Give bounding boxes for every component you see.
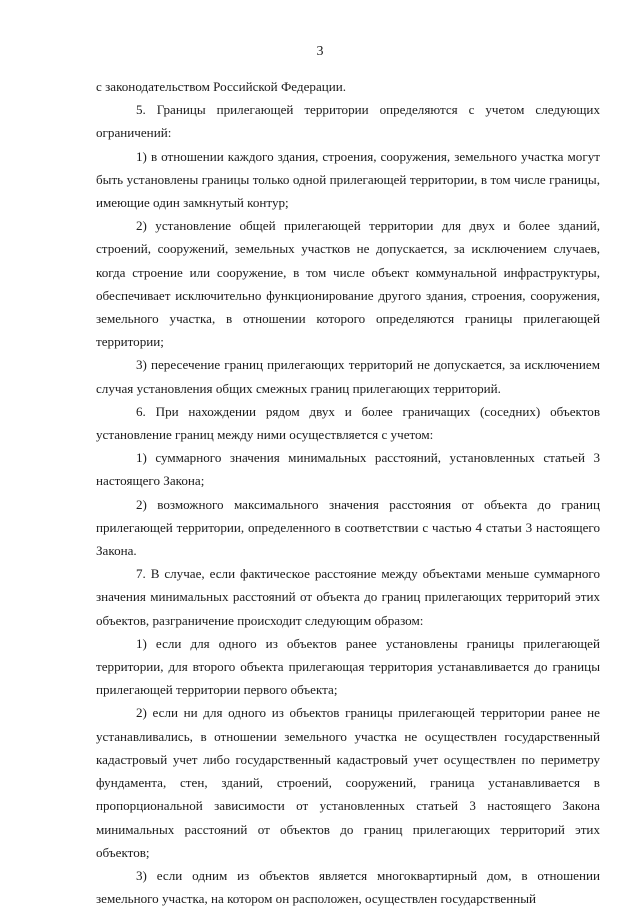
document-body — [96, 75, 600, 910]
paragraph-section-7-item-3: 3) если одним из объектов является многоквартирный дом, в отношении земельного участка, на котором он расположен, осуществлен государственный — [96, 867, 600, 907]
paragraph-section-6-item-2: 2) возможного максимального значения расстояния от объекта до границ прилегающей территории, определенного в соответствии с частью 4 статьи 3 настоящего Закона. — [96, 496, 600, 559]
paragraph-section-7: 7. В случае, если фактическое расстояние между объектами меньше суммарного значения минимальных расстояний от объекта до границ прилегающих территорий этих объектов, разграничение происходит следующим образом: — [96, 566, 600, 628]
paragraph-section-7-item-2: 2) если ни для одного из объектов границы прилегающей территории ранее не устанавливались, в отношении земельного участка не осуществлен государственный кадастровый учет либо государственный кадастровый учет осуществлен по периметру фундамента, стен, зданий, строений, сооружений, граница устанавливается в пропорциональной зависимости от установленных статьей 3 настоящего Закона минимальных расстояний от объектов до границ прилегающих территорий этих объектов; — [96, 705, 600, 860]
paragraph-section-5: 5. Границы прилегающей территории определяются с учетом следующих ограничений: — [96, 102, 600, 141]
paragraph-section-6-item-1: 1) суммарного значения минимальных расстояний, установленных статьей 3 настоящего Закона; — [96, 450, 600, 489]
paragraph-section-5-item-2: 2) установление общей прилегающей территории для двух и более зданий, строений, сооружений, земельных участков не допускается, за исключением случаев, когда строение или сооружение, в том числе объект коммунальной инфраструктуры, обеспечивает исключительно функционирование другого здания, строения, сооружения, земельного участка, в отношении которого определяются границы прилегающей территории; — [96, 218, 600, 350]
paragraph-continuation: с законодательством Российской Федерации. — [96, 79, 347, 94]
paragraph-section-7-item-1: 1) если для одного из объектов ранее установлены границы прилегающей территории, для второго объекта прилегающая территория устанавливается до границы прилегающей территории первого объекта; — [96, 635, 600, 698]
page-number: 3 — [316, 44, 324, 59]
paragraph-section-5-item-1: 1) в отношении каждого здания, строения, сооружения, земельного участка могут быть установлены границы только одной прилегающей территории, в том числе границы, имеющие один замкнутый контур; — [96, 148, 600, 211]
paragraph-section-5-item-3: 3) пересечение границ прилегающих территорий не допускается, за исключением случая установления общих смежных границ прилегающих территорий. — [96, 357, 600, 396]
paragraph-section-6: 6. При нахождении рядом двух и более граничащих (соседних) объектов установление границ между ними осуществляется с учетом: — [96, 403, 600, 443]
